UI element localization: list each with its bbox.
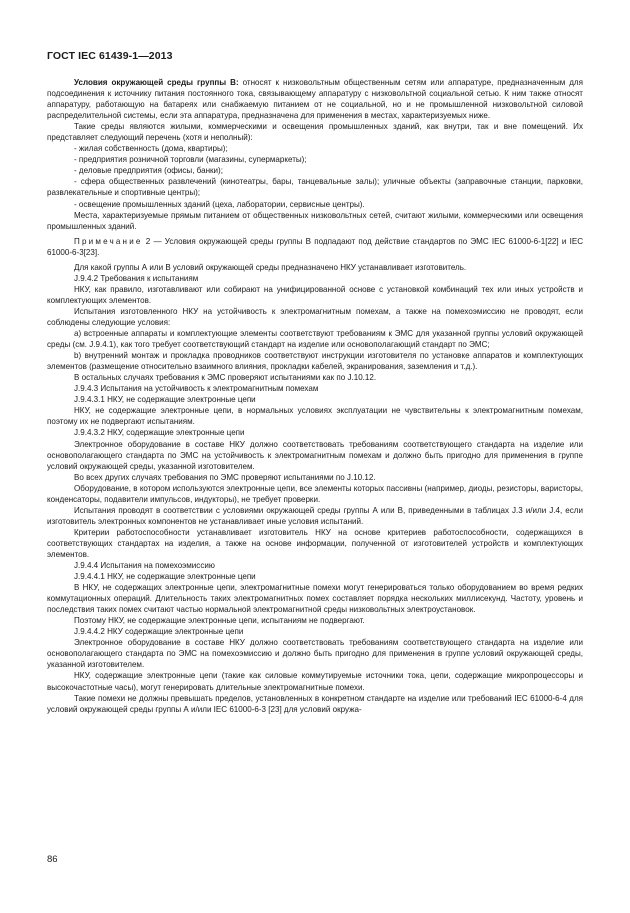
paragraph: Во всех других случаях требования по ЭМС проверяют испытаниями по J.10.12. [74, 472, 376, 482]
paragraph-group-b-conditions [47, 77, 583, 121]
note [47, 236, 583, 258]
section-heading: J.9.4.4.2 НКУ содержащие электронные цепи [74, 627, 244, 637]
bold-lead: Условия окружающей среды группы В: [74, 78, 239, 87]
paragraph: Поэтому НКУ, не содержащие электронные цепи, испытаниям не подвергают. [74, 616, 365, 626]
section-heading: J.9.4.3.1 НКУ, не содержащие электронные цепи [74, 395, 256, 405]
section-heading: J.9.4.3.2 НКУ, содержащие электронные цепи [74, 428, 245, 438]
note-label: Примечание [74, 236, 143, 246]
section-heading: J.9.4.3 Испытания на устойчивость к электромагнитным помехам [74, 384, 319, 394]
paragraph: Критерии работоспособности устанавливает изготовитель НКУ на основе критериев работоспособности, содержащихся в соответствующих стандартах на изделия, а также на основе информации, полученной от изготовителей устройств и комплектующих элементов. [47, 527, 583, 559]
paragraph: Места, характеризуемые прямым питанием от общественных низковольтных сетей, считают жилыми, коммерческими или освещения промышленных зданий. [47, 210, 583, 231]
paragraph-text: относят к низковольтным общественным сетям или аппаратуре, предназначенным для подсоединения к источнику питания постоянного тока, связывающему аппаратуру с низковольтной социальной сетью. К ним также относят аппаратуру, работающую на батареях или снабжаемую питанием от не социальной, но и не промышленной низковольтной силовой распределительной системы, если эта аппаратура, предназначена для применения в местах, характеризуемых ниже. [47, 78, 583, 121]
paragraph: Электронное оборудование в составе НКУ должно соответствовать требованиям соответствующего стандарта на изделие или основополагающего стандарта по ЭМС на устойчивость к электромагнитным помехам и должно быть пригодно для применения в группе условий окружающей среды, указанной изготовителем. [47, 439, 583, 471]
paragraph: b) внутренний монтаж и прокладка проводников соответствуют инструкции изготовителя по установке аппаратов и комплектующих элементов (размещение относительно взаимного влияния, прокладки кабелей, экранирования, заземления и т.д.). [47, 351, 583, 372]
section-heading: J.9.4.4.1 НКУ, не содержащие электронные цепи [74, 572, 256, 582]
paragraph: Испытания проводят в соответствии с условиями окружающей среды группы А или В, приведенными в таблицах J.3 и/или J.4, если изготовитель электронных компонентов не устанавливает иные условия испытаний. [47, 505, 583, 526]
paragraph: НКУ, содержащие электронные цепи (такие как силовые коммутируемые источники тока, цепи, содержащие микропроцессоры и высокочастотные часы), могут генерировать длительные электромагнитные помехи. [47, 671, 583, 692]
paragraph: В НКУ, не содержащих электронные цепи, электромагнитные помехи могут генерироваться только оборудованием во время редких коммутационных операций. Длительность таких электромагнитных помех составляет порядка нескольких миллисекунд. Частоту, уровень и последствия таких помех считают частью нормальной электромагнитной среды низковольтных электроустановок. [47, 583, 583, 615]
paragraph: Такие среды являются жилыми, коммерческими и освещения промышленных зданий, как внутри, так и вне помещений. Их представляет следующий перечень (хотя и неполный): [47, 122, 583, 143]
paragraph: В остальных случаях требования к ЭМС проверяют испытаниями как по J.10.12. [74, 373, 377, 383]
note-text: 2 — Условия окружающей среды группы В подпадают под действие стандартов по ЭМС IEC 61000-6-1[22] и IEC 61000-6-3[23]. [47, 236, 583, 257]
section-heading: J.9.4.2 Требования к испытаниям [74, 273, 199, 283]
page-number: 86 [47, 854, 58, 865]
list-item: - освещение промышленных зданий (цеха, лаборатории, сервисные центры). [74, 199, 365, 209]
paragraph: Электронное оборудование в составе НКУ должно соответствовать требованиям соответствующего стандарта на изделие или основополагающего стандарта по ЭМС на помехоэмиссию и должно быть пригодно для применения в группе условий окружающей среды, указанной изготовителем. [47, 638, 583, 670]
paragraph: Испытания изготовленного НКУ на устойчивость к электромагнитным помехам, а также на помехоэмиссию не проводят, если соблюдены следующие условия: [47, 306, 583, 327]
paragraph: НКУ, не содержащие электронные цепи, в нормальных условиях эксплуатации не чувствительны к электромагнитным помехам, поэтому их не подвергают испытаниям. [47, 406, 583, 427]
paragraph: Для какой группы А или В условий окружающей среды предназначено НКУ устанавливает изготовитель. [74, 262, 467, 272]
list-item: - предприятия розничной торговли (магазины, супермаркеты); [74, 155, 307, 165]
paragraph: Такие помехи не должны превышать пределов, установленных в конкретном стандарте на изделие или требований IEC 61000-6-4 для условий окружающей среды группы А и/или IEC 61000-6-3 [23] для условий окружа- [47, 693, 583, 714]
paragraph: НКУ, как правило, изготавливают или собирают на унифицированной основе с установкой комбинаций тех или иных устройств и комплектующих элементов. [47, 284, 583, 305]
list-item: - жилая собственность (дома, квартиры); [74, 144, 228, 154]
paragraph: Оборудование, в котором используются электронные цепи, все элементы которых пассивны (например, диоды, резисторы, варисторы, конденсаторы, подавители импульсов, индукторы), не требует проверки. [47, 483, 583, 504]
section-heading: J.9.4.4 Испытания на помехоэмиссию [74, 561, 215, 571]
document-body [47, 77, 583, 715]
paragraph: а) встроенные аппараты и комплектующие элементы соответствуют требованиям к ЭМС для указанной группы условий окружающей среды (см. J.9.4.1), как того требует соответствующий стандарт на изделие или основополагающий стандарт по ЭМС; [47, 329, 583, 350]
list-item: - сфера общественных развлечений (кинотеатры, бары, танцевальные залы); уличные объекты (заправочные станции, парковки, развлекательные и спортивные центры); [47, 177, 583, 198]
standard-header: ГОСТ IEC 61439-1—2013 [47, 50, 173, 62]
list-item: - деловые предприятия (офисы, банки); [74, 166, 223, 176]
